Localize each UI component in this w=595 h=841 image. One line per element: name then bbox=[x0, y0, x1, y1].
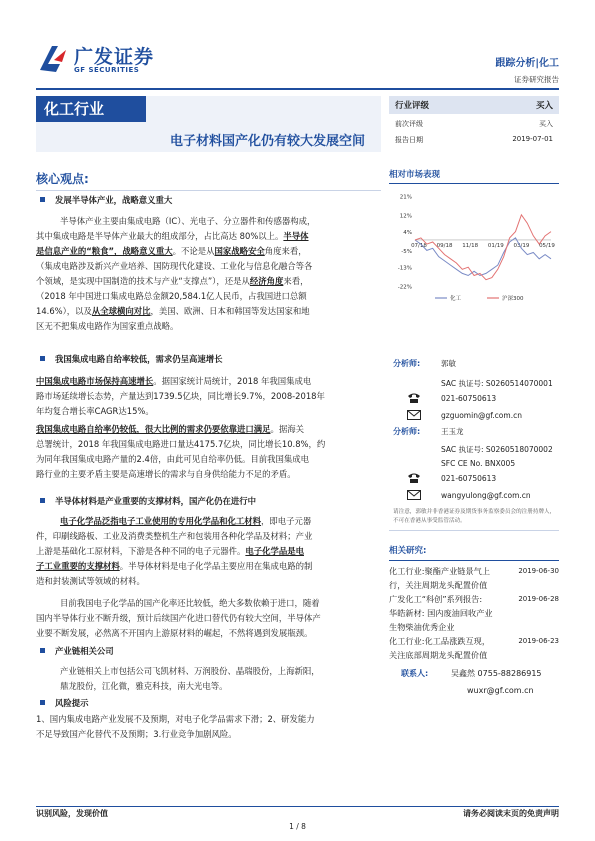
y-tick-label: -22% bbox=[397, 284, 412, 291]
p4-highlight: 电子化学品泛指电子工业使用的专用化学品和化工材料 bbox=[60, 516, 261, 526]
analyst-label: 分析师: bbox=[393, 427, 421, 436]
rating-heading: 行业评级 bbox=[395, 101, 430, 111]
p4-line bbox=[36, 514, 380, 529]
prev-rating-label: 前次评级 bbox=[395, 120, 423, 128]
x-tick-label: 11/18 bbox=[462, 242, 479, 249]
x-tick-label: 09/18 bbox=[436, 242, 453, 249]
related-research bbox=[389, 544, 559, 695]
related-item[interactable] bbox=[389, 592, 559, 634]
p5-line: 目前我国电子化学品的国产化率还比较低，绝大多数依赖于进口，随着 bbox=[60, 598, 320, 608]
p4-line bbox=[36, 559, 380, 574]
paragraph-3 bbox=[36, 422, 380, 482]
bullet-marker bbox=[40, 498, 45, 503]
rating-value: 买入 bbox=[535, 101, 553, 111]
analyst-1-sac: SAC 执证号: S0260514070001 bbox=[441, 379, 553, 388]
related-item-title: 生物柴油优秀企业 bbox=[389, 622, 455, 632]
footer-slogan: 识别风险，发现价值 bbox=[36, 809, 108, 818]
p4-line: 件，印刷线路板、工业及消费类整机生产和包装用各种化学品及材料；产业 bbox=[36, 531, 313, 541]
contact-label: 联系人: bbox=[401, 669, 429, 678]
banner bbox=[36, 96, 381, 152]
contact-phone: 0755-88286915 bbox=[477, 669, 542, 678]
analyst-2-sac: SAC 执证号: S0260518070002 bbox=[441, 445, 553, 454]
analyst-2-email[interactable]: wangyulong@gf.com.cn bbox=[441, 491, 531, 500]
paragraph-6 bbox=[36, 664, 380, 694]
p1-highlight: 是信息产业的“粮食”，战略意义重大 bbox=[36, 246, 173, 256]
analyst-2-phone: 021-60750613 bbox=[441, 474, 497, 483]
p1-highlight: 从全球横向对比 bbox=[91, 306, 151, 316]
relative-performance-chart bbox=[389, 188, 559, 310]
paragraph-5 bbox=[36, 596, 380, 641]
p6-line: 鼎龙股份，江化微，雅克科技，南大光电等。 bbox=[60, 681, 228, 691]
report-date-row bbox=[389, 129, 559, 145]
p2-text: 。据国家统计局统计，2018 年我国集成电 bbox=[153, 376, 312, 386]
p2-line bbox=[36, 374, 380, 389]
footer-rule bbox=[36, 806, 559, 807]
risk-paragraph bbox=[36, 712, 380, 742]
p1-text: 来看， bbox=[283, 276, 309, 286]
related-item-date: 2019-06-30 bbox=[518, 567, 559, 575]
contact-name: 吴鑫然 bbox=[451, 669, 475, 678]
bullet-marker bbox=[40, 197, 45, 202]
p2-line: 路市场延续增长态势，产量达到1739.5亿块，同比增长9.7%，2008-2018年 bbox=[36, 391, 325, 401]
legend-label: 化工 bbox=[450, 296, 462, 302]
report-date-value: 2019-07-01 bbox=[512, 135, 553, 143]
series-line-chemical bbox=[415, 238, 551, 276]
p1-text: 。不论是从 bbox=[172, 246, 215, 256]
p1-text: 个领域，是实现中国制造的技术与产业“支撑点”），还是从 bbox=[36, 276, 250, 286]
analyst-label: 分析师: bbox=[393, 359, 421, 368]
core-heading: 核心观点: bbox=[36, 172, 89, 186]
p1-line bbox=[36, 229, 380, 244]
analyst-2-name: 王玉龙 bbox=[441, 427, 464, 436]
p1-highlight: 经济角度 bbox=[249, 276, 284, 286]
bullet-marker bbox=[40, 356, 45, 361]
y-tick-label: -13% bbox=[397, 265, 412, 272]
bullet-2 bbox=[36, 352, 223, 367]
x-tick-label: 05/19 bbox=[539, 242, 555, 249]
bullet-3-heading: 半导体材料是产业重要的支撑材料，国产化仍在进行中 bbox=[55, 496, 256, 506]
p1-line: 区无不把集成电路作为国家重点战略。 bbox=[36, 321, 179, 331]
p1-text: 角度来看， bbox=[264, 246, 307, 256]
related-item-title: 广发化工“科创”系列报告: bbox=[389, 594, 483, 604]
p6-line: 产业链相关上市包括公司飞凯材料、万润股份、晶瑞股份，上海新阳， bbox=[60, 666, 320, 676]
p3-line bbox=[36, 422, 380, 437]
x-tick-label: 07/18 bbox=[411, 242, 427, 249]
p1-line bbox=[36, 244, 380, 259]
related-item[interactable] bbox=[389, 634, 559, 662]
p1-highlight: 半导体 bbox=[283, 231, 309, 241]
prev-rating-value: 买入 bbox=[539, 120, 553, 128]
prev-rating-row bbox=[389, 114, 559, 129]
analyst-rule bbox=[389, 530, 559, 531]
y-tick-label: -5% bbox=[401, 248, 412, 255]
rating-box bbox=[389, 96, 559, 145]
series-line-csi300 bbox=[415, 215, 551, 280]
related-item-date: 2019-06-28 bbox=[518, 595, 559, 603]
p3-text: 。据海关 bbox=[270, 424, 304, 434]
analyst-1-email[interactable]: gzguomin@gf.com.cn bbox=[441, 411, 522, 420]
industry-tag: 化工行业 bbox=[36, 96, 146, 122]
p4-line bbox=[36, 544, 380, 559]
p1-text: 其中集成电路是半导体产业最大的组成部分，占比高达 80%以上。 bbox=[36, 231, 284, 241]
rating-header bbox=[389, 96, 559, 114]
analyst-2-sfc: SFC CE No. BNX005 bbox=[441, 459, 516, 468]
p4-line: 造和封装测试等领域的材料。 bbox=[36, 576, 145, 586]
logo-en: GF SECURITIES bbox=[74, 66, 140, 74]
related-item-title: 关注底部周期龙头配置价值 bbox=[389, 650, 488, 660]
p5-line: 国内半导体行业不断升级，预计后续国产化进口替代仍有较大空间，半导体产 bbox=[36, 613, 321, 623]
paragraph-4 bbox=[36, 514, 380, 589]
related-item-date: 2019-06-23 bbox=[518, 637, 559, 645]
bullet-5 bbox=[36, 696, 89, 711]
chart-rule bbox=[389, 183, 559, 184]
related-item-title: 化工行业:化工品涨跌互现， bbox=[389, 636, 491, 646]
email-icon bbox=[407, 490, 421, 500]
bullet-marker bbox=[40, 700, 45, 705]
y-tick-label: 12% bbox=[399, 213, 412, 220]
report-type: 证券研究报告 bbox=[514, 75, 559, 84]
logo bbox=[36, 40, 156, 78]
related-item-title: 华皓新材: 国内废油回收产业 bbox=[389, 608, 493, 618]
bullet-1-heading: 发展半导体产业，战略意义重大 bbox=[55, 195, 173, 205]
p2-highlight: 中国集成电路市场保持高速增长 bbox=[36, 376, 154, 386]
bullet-1 bbox=[36, 193, 172, 208]
p4-highlight: 电子化学品是电 bbox=[245, 546, 304, 556]
related-item-title: 化工行业:聚酯产业链景气上 bbox=[389, 566, 491, 576]
related-heading: 相关研究: bbox=[389, 546, 427, 556]
p3-line: 路行业的主要矛盾主要是高速增长的需求与自身供给能力不足的矛盾。 bbox=[36, 469, 296, 479]
y-tick-label: 21% bbox=[399, 194, 412, 201]
header-rule bbox=[36, 88, 559, 90]
p4-highlight: 子工业重要的支撑材料 bbox=[36, 561, 120, 571]
p4-text: ，即电子元器 bbox=[261, 516, 312, 526]
gf-logo-icon bbox=[36, 42, 70, 76]
contact-email[interactable]: wuxr@gf.com.cn bbox=[467, 686, 534, 695]
bullet-4 bbox=[36, 644, 114, 659]
p5-line: 业要不断发展，必然离不开国内上游原材料的崛起，不然将遇到发展瓶颈。 bbox=[36, 628, 313, 638]
bullet-2-heading: 我国集成电路自给率较低，需求仍呈高速增长 bbox=[55, 354, 223, 364]
analyst-disclaimer: 请注意，郭敏并非香港证券及期货事务监察委员会的注册持牌人，不可在香港从事受监管活动。 bbox=[393, 509, 556, 524]
p1-text: ，美国、欧洲、日本和韩国等发达国家和地 bbox=[150, 306, 310, 316]
risk-line: 1、国内集成电路产业发展不及预期，对电子化学品需求下滑；2、研发能力 bbox=[36, 714, 315, 724]
report-date-label: 报告日期 bbox=[395, 136, 423, 144]
related-item-title: 行，关注周期龙头配置价值 bbox=[389, 580, 488, 590]
phone-icon bbox=[407, 472, 421, 484]
p1-text: 14.6%），以及 bbox=[36, 306, 92, 316]
bullet-4-heading: 产业链相关公司 bbox=[55, 646, 114, 656]
p1-line bbox=[36, 304, 380, 319]
report-category: 跟踪分析|化工 bbox=[495, 58, 559, 69]
contact-line bbox=[451, 668, 542, 679]
bullet-marker bbox=[40, 648, 45, 653]
p3-highlight: 我国集成电路自给率仍较低，很大比例的需求仍要依靠进口满足 bbox=[36, 424, 271, 434]
p4-text: 。半导体材料是电子化学品主要应用在集成电路的制 bbox=[119, 561, 313, 571]
legend-label: 沪深300 bbox=[502, 296, 524, 302]
p1-line bbox=[36, 274, 380, 289]
p4-text: 上游是基础化工原材料，下游是各种不同的电子元器件。 bbox=[36, 546, 246, 556]
chart-title: 相对市场表现 bbox=[389, 170, 441, 180]
risk-line: 不足导致国产化替代不及预期；3.行业竞争加剧风险。 bbox=[36, 729, 237, 739]
paragraph-1 bbox=[36, 214, 380, 334]
p1-line: 半导体产业主要由集成电路（IC）、光电子、分立器件和传感器构成， bbox=[60, 216, 316, 226]
p1-line: （2018 年中国进口集成电路总金额20,584.1亿人民币，占我国进口总额 bbox=[36, 291, 307, 301]
email-icon bbox=[407, 410, 421, 420]
p1-line: （集成电路涉及新兴产业培养、国防现代化建设、工业化与信息化融合等各 bbox=[36, 261, 313, 271]
p3-line: 为同年我国集成电路产量的2.4倍，由此可见自给率仍低。目前我国集成电 bbox=[36, 454, 309, 464]
p3-line: 总署统计，2018 年我国集成电路进口量达4175.7亿块，同比增长10.8%，约 bbox=[36, 439, 326, 449]
footer-disclaimer: 请务必阅读末页的免责声明 bbox=[463, 809, 559, 818]
x-tick-label: 01/19 bbox=[487, 242, 504, 249]
logo-cn: 广发证券 bbox=[74, 46, 155, 68]
p1-highlight: 国家战略安全 bbox=[214, 246, 265, 256]
analyst-1-name: 郭敏 bbox=[441, 359, 456, 368]
paragraph-2 bbox=[36, 374, 380, 419]
page-number: 1 / 8 bbox=[289, 822, 306, 831]
bullet-3 bbox=[36, 494, 256, 509]
analyst-1-phone: 021-60750613 bbox=[441, 394, 497, 403]
p2-line: 年均复合增长率CAGR达15%。 bbox=[36, 406, 154, 416]
x-tick-label: 03/19 bbox=[513, 242, 530, 249]
core-rule bbox=[36, 190, 381, 191]
report-title: 电子材料国产化仍有较大发展空间 bbox=[169, 134, 365, 149]
y-tick-label: 4% bbox=[403, 230, 412, 237]
related-rule bbox=[389, 560, 559, 561]
phone-icon bbox=[407, 392, 421, 404]
related-item[interactable] bbox=[389, 564, 559, 592]
bullet-5-heading: 风险提示 bbox=[55, 698, 89, 708]
